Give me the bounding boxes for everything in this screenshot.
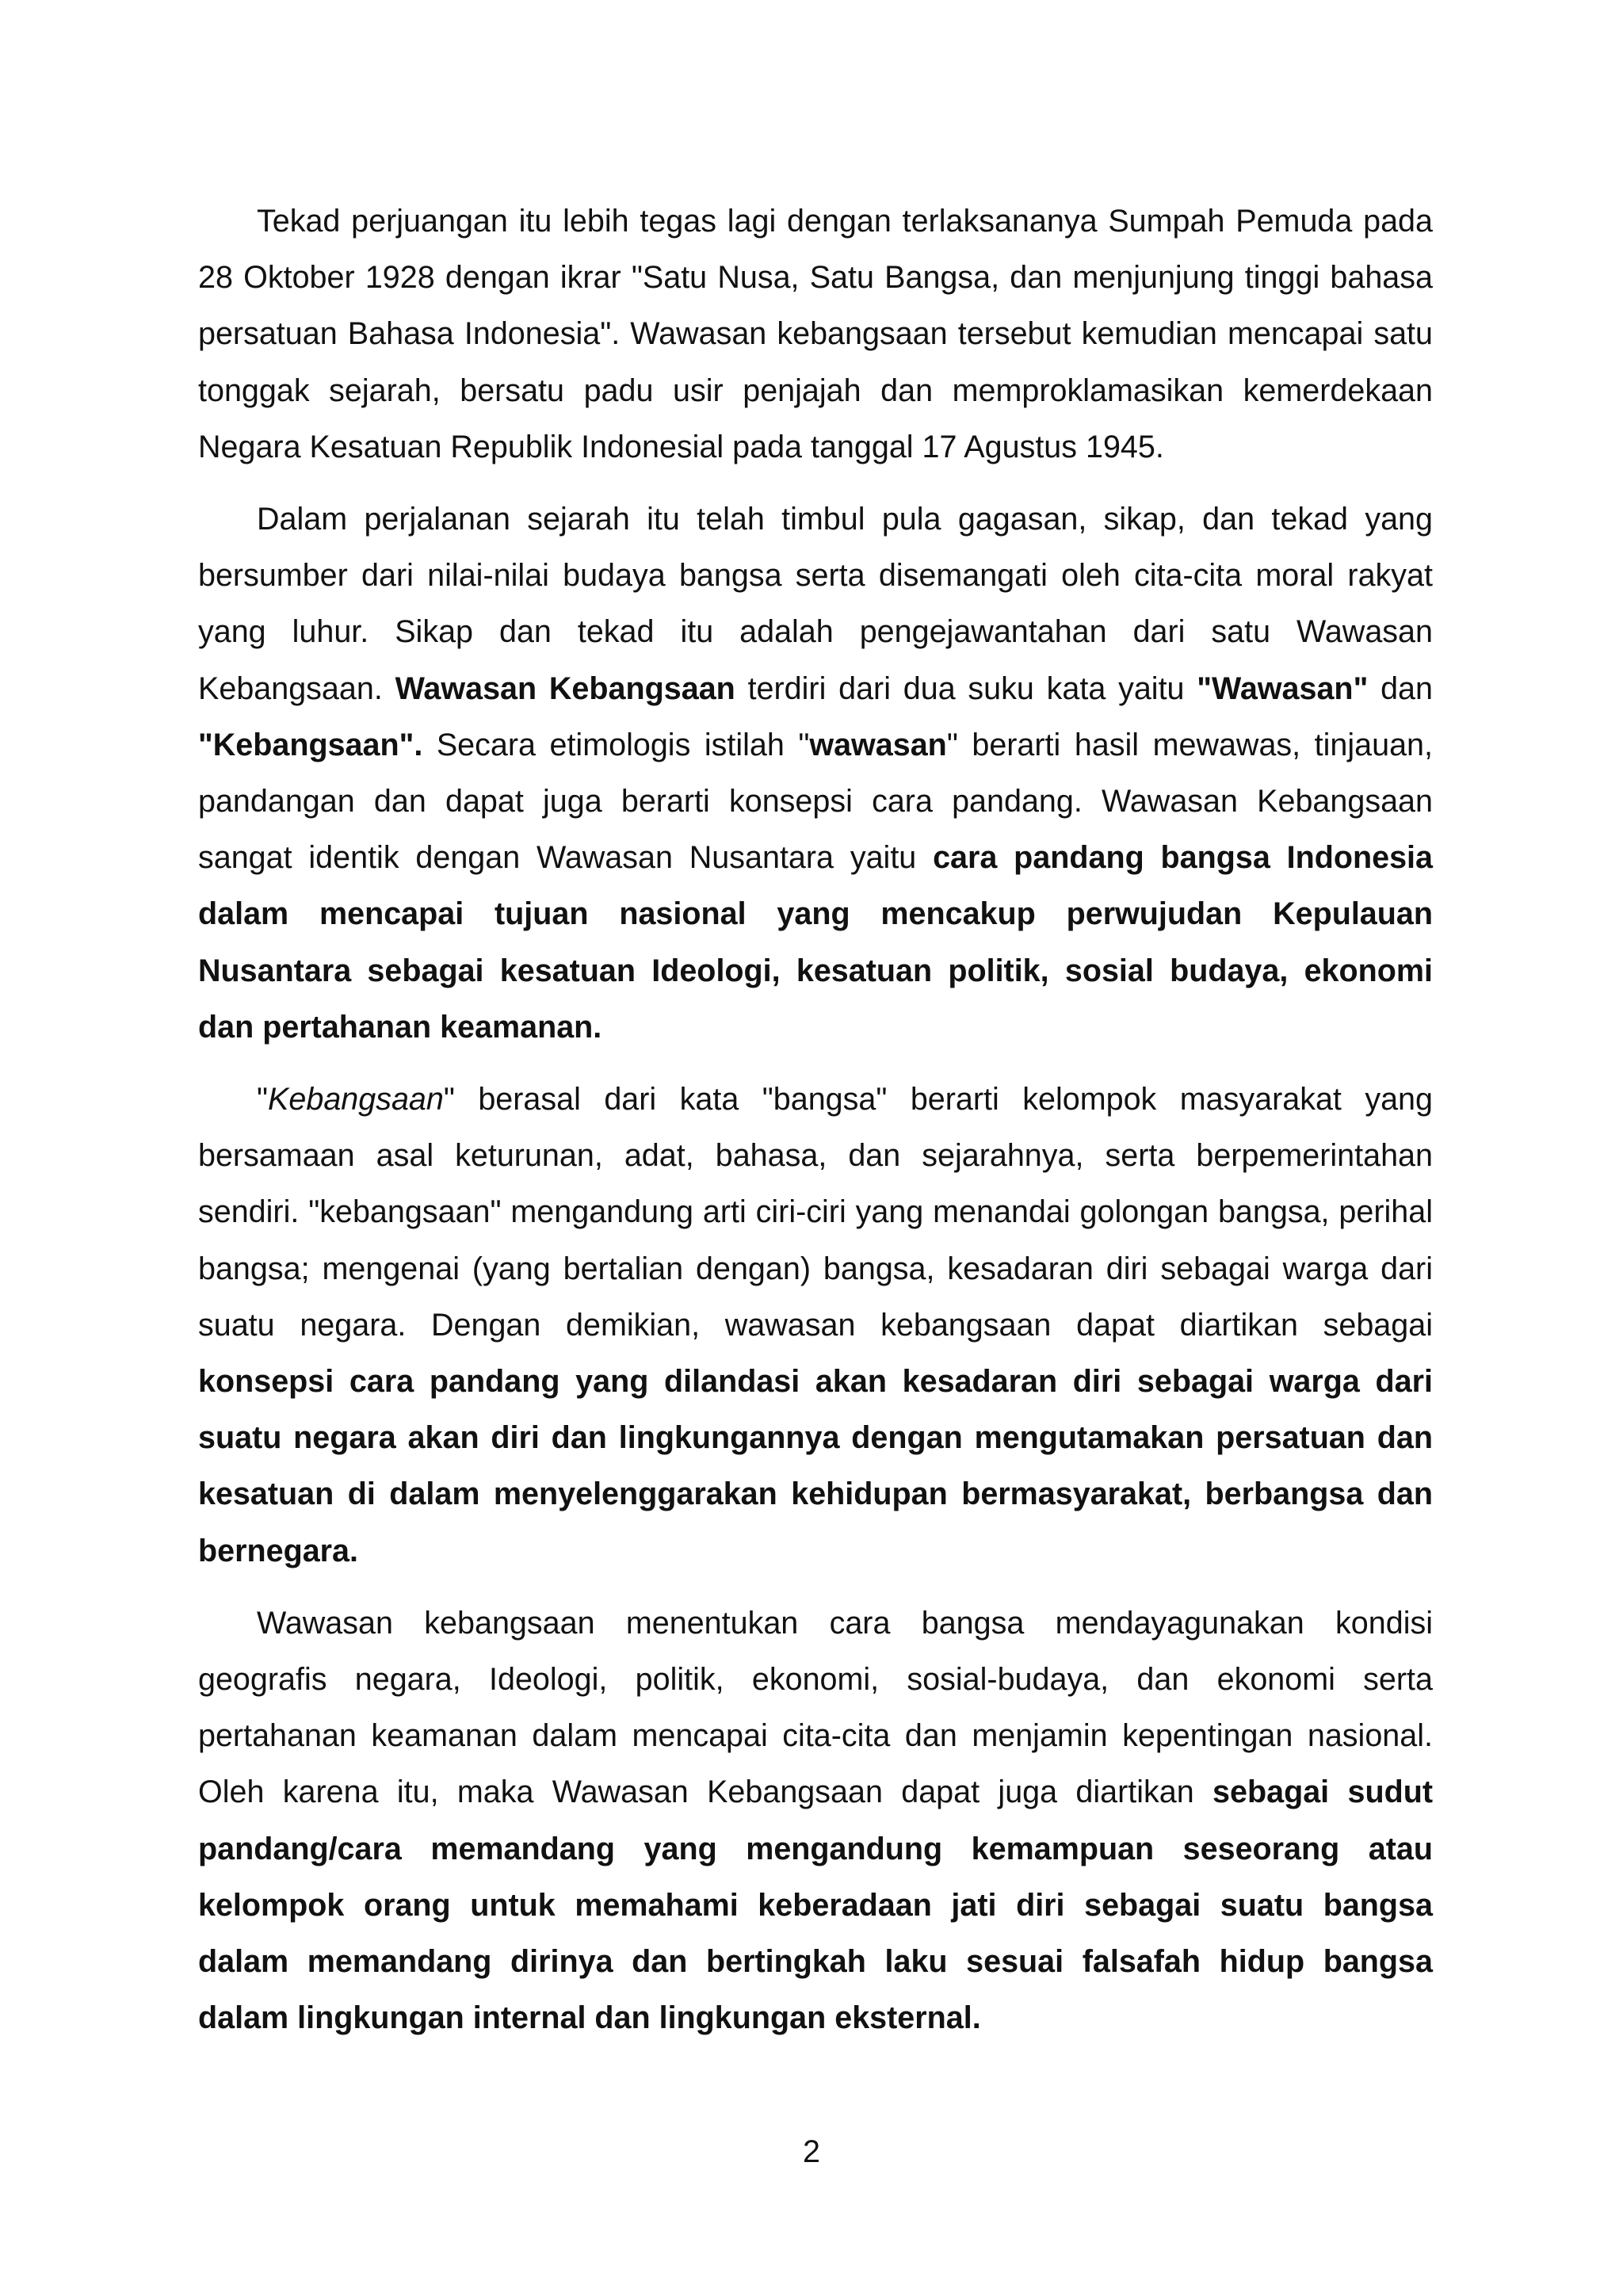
italic-run: Kebangsaan (268, 1082, 444, 1117)
text-run: " berasal dari kata "bangsa" berarti kelompok masyarakat yang bersamaan asal keturunan, adat, bahasa, dan sejarahnya, serta berpemerintahan sendiri. "kebangsaan" mengandung arti ciri-ciri yang menandai golongan bangsa, perihal bangsa; mengenai (yang bertalian dengan) bangsa, kesadaran diri sebagai warga dari suatu negara. Dengan demikian, wawasan kebangsaan dapat diartikan sebagai (198, 1082, 1433, 1343)
text-run: Secara etimologis istilah " (422, 727, 810, 762)
paragraph-1 (198, 193, 1433, 476)
paragraph-2 (198, 491, 1433, 1056)
text-run: Tekad perjuangan itu lebih tegas lagi dengan terlaksananya Sumpah Pemuda pada 28 Oktober 1928 dengan ikrar "Satu Nusa, Satu Bangsa, dan menjunjung tinggi bahasa persatuan Bahasa Indonesia". Wawasan kebangsaan tersebut kemudian mencapai satu tonggak sejarah, bersatu padu usir penjajah dan memproklamasikan kemerdekaan Negara Kesatuan Republik Indonesial pada tanggal 17 Agustus 1945. (198, 204, 1433, 464)
text-run: Dalam perjalanan sejarah itu telah timbul pula gagasan, sikap, dan tekad yang bersumber dari nilai-nilai budaya bangsa serta disemangati oleh cita-cita moral rakyat yang luhur. Sikap dan tekad itu adalah pengejawantahan dari satu Wawasan Kebangsaan. (198, 502, 1433, 706)
bold-run: cara pandang bangsa Indonesia dalam mencapai tujuan nasional yang mencakup perwujudan Kepulauan Nusantara sebagai kesatuan Ideologi, kesatuan politik, sosial budaya, ekonomi dan pertahanan keamanan. (198, 840, 1434, 1045)
page-number: 2 (803, 2134, 820, 2169)
text-run: " berarti hasil mewawas, tinjauan, pandangan dan dapat juga berarti konsepsi cara pandang. Wawasan Kebangsaan sangat identik dengan Wawasan Nusantara yaitu (198, 727, 1434, 876)
bold-run: wawasan (809, 727, 947, 762)
bold-run: "Wawasan" (1197, 670, 1369, 706)
page-body (198, 193, 1433, 2047)
bold-run: sebagai sudut pandang/cara memandang yang mengandung kemampuan seseorang atau kelompok orang untuk memahami keberadaan jati diri sebagai suatu bangsa dalam memandang dirinya dan bertingkah laku sesuai falsafah hidup bangsa dalam lingkungan internal dan lingkungan eksternal. (198, 1775, 1433, 2036)
text-run: dan (1368, 670, 1433, 706)
text-run: " (257, 1082, 269, 1117)
bold-run: "Kebangsaan". (198, 727, 423, 762)
text-run: terdiri dari dua suku kata yaitu (735, 670, 1197, 706)
paragraph-4 (198, 1595, 1433, 2047)
bold-run: konsepsi cara pandang yang dilandasi akan kesadaran diri sebagai warga dari suatu negara akan diri dan lingkungannya dengan mengutamakan persatuan dan kesatuan di dalam menyelenggarakan kehidupan bermasyarakat, berbangsa dan bernegara. (198, 1364, 1433, 1568)
paragraph-3 (198, 1072, 1433, 1580)
bold-run: Wawasan Kebangsaan (395, 670, 735, 706)
text-run: Wawasan kebangsaan menentukan cara bangsa mendayagunakan kondisi geografis negara, Ideologi, politik, ekonomi, sosial-budaya, dan ekonomi serta pertahanan keamanan dalam mencapai cita-cita dan menjamin kepentingan nasional. Oleh karena itu, maka Wawasan Kebangsaan dapat juga diartikan (198, 1605, 1433, 1810)
